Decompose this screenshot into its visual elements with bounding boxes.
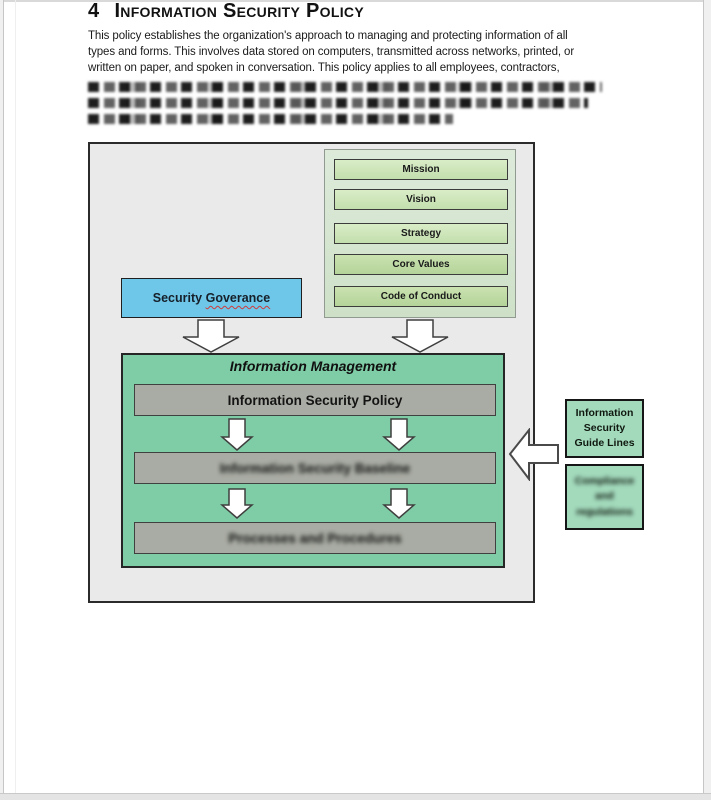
- information-security-baseline-label: Information Security Baseline: [219, 460, 411, 476]
- compliance-regulations-label: Compliance and regulations: [574, 475, 635, 518]
- security-governance-label: Security: [152, 291, 203, 305]
- paragraph-line: This policy establishes the organization's approach to managing and protecting information of all: [88, 30, 568, 42]
- information-security-policy-box: [134, 384, 496, 416]
- down-arrow-icon: [382, 418, 416, 451]
- processes-and-procedures-box: [134, 522, 496, 554]
- down-arrow-icon: [220, 418, 254, 451]
- paragraph-line: written on paper, and spoken in conversation. This policy applies to all employees, contractors,: [88, 62, 560, 74]
- left-arrow-icon: [508, 428, 559, 481]
- down-arrow-icon: [390, 319, 450, 353]
- paragraph-line: types and forms. This involves data stored on computers, transmitted across networks, printed, or: [88, 46, 575, 58]
- redacted-text-line: [88, 82, 602, 92]
- strategy-box: Strategy: [334, 223, 508, 244]
- information-security-baseline-box: [134, 452, 496, 484]
- security-governance-box: [121, 278, 302, 318]
- information-security-policy-label: Information Security Policy: [227, 392, 403, 408]
- section-number: 4: [88, 0, 100, 22]
- vision-box: Vision: [334, 189, 508, 210]
- mission-box: Mission: [334, 159, 508, 180]
- redacted-text-line: [88, 98, 588, 108]
- security-guidelines-box: [565, 399, 644, 458]
- code-of-conduct-box: Code of Conduct: [334, 286, 508, 307]
- down-arrow-icon: [382, 488, 416, 519]
- redacted-text-line: [88, 114, 453, 124]
- governance-diagram-figure: [0, 142, 711, 622]
- down-arrow-icon: [181, 319, 241, 353]
- policy-paragraph: [88, 28, 602, 124]
- page-edge-bottom: [0, 793, 711, 800]
- corporate-values-panel: [324, 149, 516, 318]
- security-guidelines-label: Information Security Guide Lines: [574, 406, 635, 450]
- compliance-regulations-box: [565, 464, 644, 530]
- core-values-box: Core Values: [334, 254, 508, 275]
- down-arrow-icon: [220, 488, 254, 519]
- section-heading: [88, 0, 364, 23]
- security-governance-misspelled-word: Goverance: [205, 291, 271, 305]
- information-management-container: [121, 353, 505, 568]
- information-management-title: Information Management: [229, 358, 397, 374]
- processes-and-procedures-label: Processes and Procedures: [228, 530, 402, 546]
- section-title: Information Security Policy: [114, 0, 364, 22]
